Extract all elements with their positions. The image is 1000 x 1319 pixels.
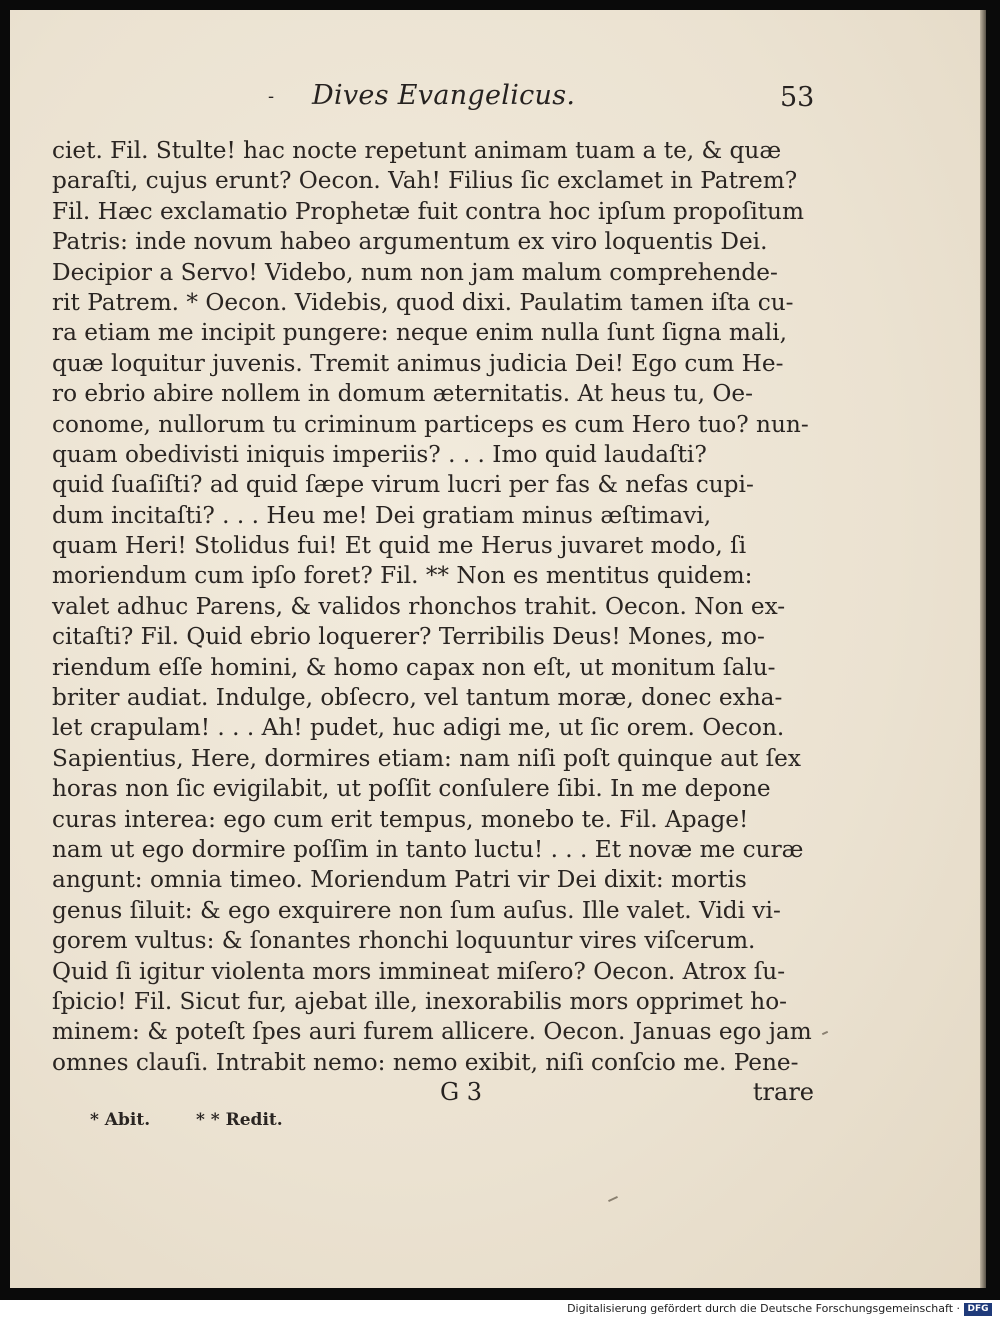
page-number: 53: [780, 82, 815, 113]
footnote-redit: * * Redit.: [196, 1110, 283, 1130]
text-line: minem: & poteſt ſpes auri furem allicere. Oecon. Januas ego jam: [52, 1018, 812, 1046]
text-line: paraſti, cujus erunt? Oecon. Vah! Filius ſic exclamet in Patrem?: [52, 167, 798, 195]
dfg-logo-icon: DFG: [964, 1303, 992, 1316]
text-line: let crapulam! . . . Ah! pudet, huc adigi me, ut ſic orem. Oecon.: [52, 714, 785, 742]
text-line: quam Heri! Stolidus fui! Et quid me Herus juvaret modo, ſi: [52, 532, 747, 560]
text-line: quid ſuaſiſti? ad quid ſæpe virum lucri per fas & nefas cupi-: [52, 471, 754, 499]
text-line: ro ebrio abire nollem in domum æternitatis. At heus tu, Oe-: [52, 380, 753, 408]
text-line: angunt: omnia timeo. Moriendum Patri vir Dei dixit: mortis: [52, 866, 747, 894]
running-title: Dives Evangelicus.: [312, 80, 576, 111]
text-line: ſpicio! Fil. Sicut fur, ajebat ille, inexorabilis mors opprimet ho-: [52, 987, 788, 1015]
page-header: [0, 80, 1000, 120]
text-line: Decipior a Servo! Videbo, num non jam malum comprehende-: [52, 258, 778, 286]
text-line: citaſti? Fil. Quid ebrio loquerer? Terribilis Deus! Mones, mo-: [52, 623, 765, 651]
signature-line: [52, 1074, 814, 1108]
text-line: ra etiam me incipit pungere: neque enim nulla ſunt ſigna mali,: [52, 319, 787, 347]
text-line: nam ut ego dormire poſſim in tanto luctu! . . . Et novæ me curæ: [52, 835, 804, 863]
text-line: quæ loquitur juvenis. Tremit animus judicia Dei! Ego cum He-: [52, 349, 784, 377]
text-line: ciet. Fil. Stulte! hac nocte repetunt animam tuam a te, & quæ: [52, 137, 782, 164]
text-line: gorem vultus: & ſonantes rhonchi loquuntur vires viſcerum.: [52, 927, 756, 955]
funding-credit: Digitalisierung gefördert durch die Deutsche Forschungsgemeinschaft ·: [567, 1302, 960, 1315]
text-line: curas interea: ego cum erit tempus, monebo te. Fil. Apage!: [52, 805, 749, 833]
text-line: conome, nullorum tu criminum particeps es cum Hero tuo? nun-: [52, 410, 809, 438]
catchword: trare: [752, 1078, 814, 1106]
text-line: briter audiat. Indulge, obſecro, vel tantum moræ, donec exha-: [52, 684, 783, 712]
paper-speck: [822, 1031, 828, 1035]
page-edge: [980, 10, 986, 1288]
text-line: genus ſiluit: & ego exquirere non ſum auſus. Ille valet. Vidi vi-: [52, 896, 781, 924]
header-dash: -: [268, 86, 275, 107]
digitization-footer: [0, 1300, 1000, 1319]
paper-speck: [608, 1196, 618, 1202]
text-line: Sapientius, Here, dormires etiam: nam niſi poſt quinque aut ſex: [52, 744, 801, 772]
text-line: horas non ſic evigilabit, ut poſſit conſulere ſibi. In me depone: [52, 775, 771, 803]
text-line: omnes clauſi. Intrabit nemo: nemo exibit, niſi conſcio me. Pene-: [52, 1048, 799, 1076]
body-text: [52, 136, 814, 1078]
text-line: moriendum cum ipſo foret? Fil. ** Non es mentitus quidem:: [52, 562, 753, 590]
footnote-abit: * Abit.: [90, 1110, 151, 1130]
text-line: Fil. Hæc exclamatio Prophetæ fuit contra hoc ipſum propoſitum: [52, 197, 804, 225]
text-line: dum incitaſti? . . . Heu me! Dei gratiam minus æſtimavi,: [52, 501, 712, 529]
signature-mark: G 3: [440, 1078, 483, 1106]
text-line: riendum eſſe homini, & homo capax non eſt, ut monitum ſalu-: [52, 653, 776, 681]
text-line: valet adhuc Parens, & validos rhonchos trahit. Oecon. Non ex-: [52, 592, 786, 620]
text-line: Quid ſi igitur violenta mors immineat miſero? Oecon. Atrox ſu-: [52, 957, 786, 985]
text-line: rit Patrem. * Oecon. Videbis, quod dixi. Paulatim tamen iſta cu-: [52, 288, 794, 316]
text-line: Patris: inde novum habeo argumentum ex viro loquentis Dei.: [52, 228, 768, 256]
text-line: quam obedivisti iniquis imperiis? . . . Imo quid laudaſti?: [52, 440, 707, 468]
